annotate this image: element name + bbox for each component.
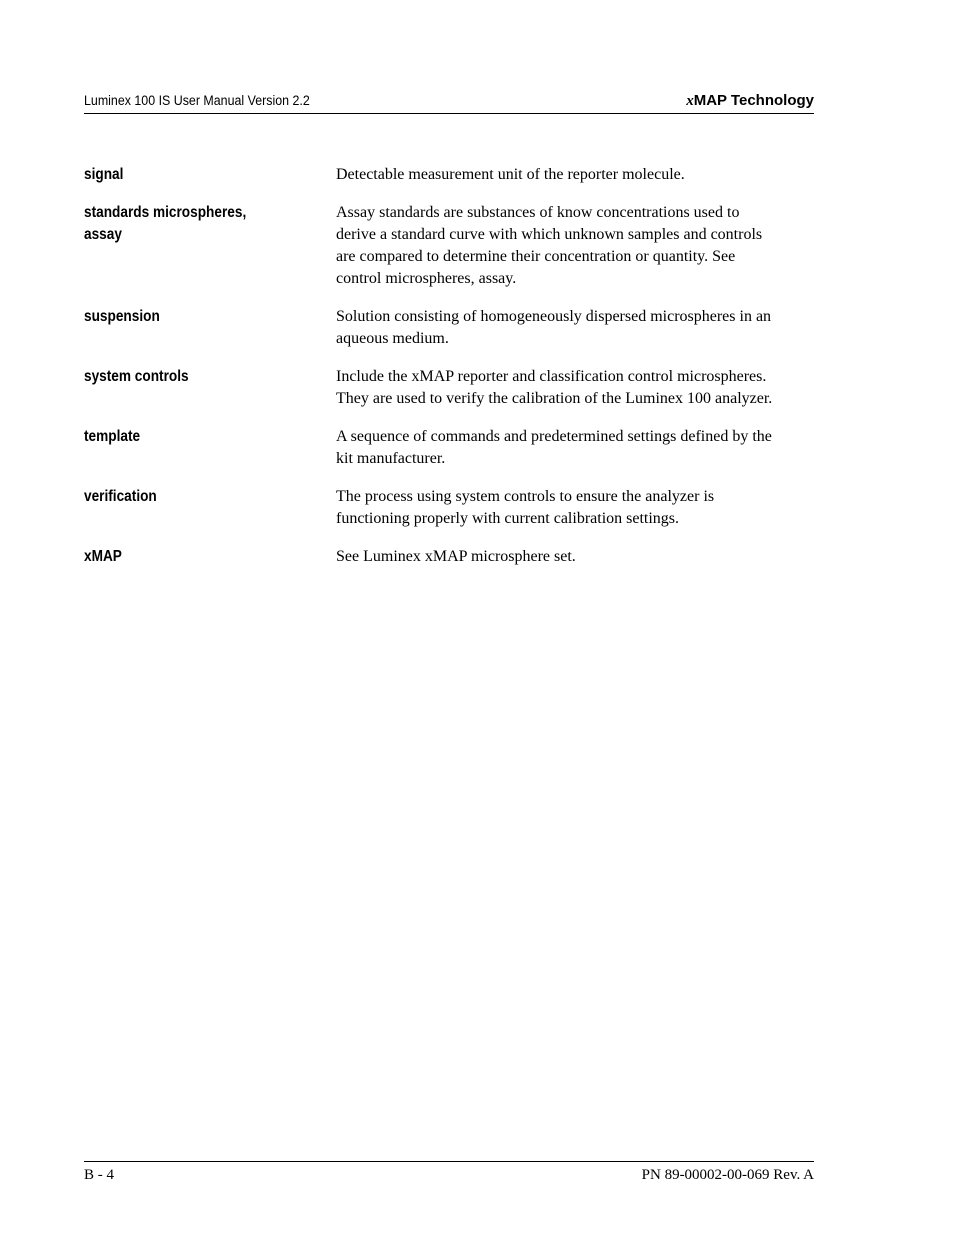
glossary-entry [84,366,814,410]
section-title-italic: x [686,93,694,109]
glossary-definition: Detectable measurement unit of the reporter molecule. [336,166,685,183]
glossary-term: system controls [84,368,189,385]
glossary-entry [84,202,814,290]
glossary-term: xMAP [84,548,122,565]
section-title [686,92,814,110]
manual-title: Luminex 100 IS User Manual Version 2.2 [84,93,310,108]
glossary-term: standards microspheres, assay [84,204,247,243]
glossary-entry [84,486,814,530]
page-number: B - 4 [84,1167,114,1183]
glossary-definition: See Luminex xMAP microsphere set. [336,548,576,565]
glossary-definition: Include the xMAP reporter and classification control microspheres. They are used to verify the calibration of the Luminex 100 analyzer. [336,368,773,407]
page-header [84,91,814,114]
glossary-entry [84,546,814,568]
glossary-term: verification [84,488,157,505]
glossary-term: suspension [84,308,160,325]
glossary-list [84,164,814,584]
part-number: PN 89-00002-00-069 Rev. A [641,1167,814,1183]
glossary-term: signal [84,166,124,183]
glossary-entry [84,164,814,186]
section-title-text: MAP Technology [693,92,814,109]
glossary-entry [84,426,814,470]
page-footer [84,1161,814,1186]
glossary-entry [84,306,814,350]
glossary-definition: The process using system controls to ensure the analyzer is functioning properly with current calibration settings. [336,488,715,527]
glossary-term: template [84,428,141,445]
glossary-definition: A sequence of commands and predetermined settings defined by the kit manufacturer. [336,428,772,467]
glossary-definition: Solution consisting of homogeneously dispersed microspheres in an aqueous medium. [336,308,772,347]
glossary-definition: Assay standards are substances of know concentrations used to derive a standard curve with which unknown samples and controls are compared to determine their concentration or quantity. See control microspheres, assay. [336,204,763,287]
